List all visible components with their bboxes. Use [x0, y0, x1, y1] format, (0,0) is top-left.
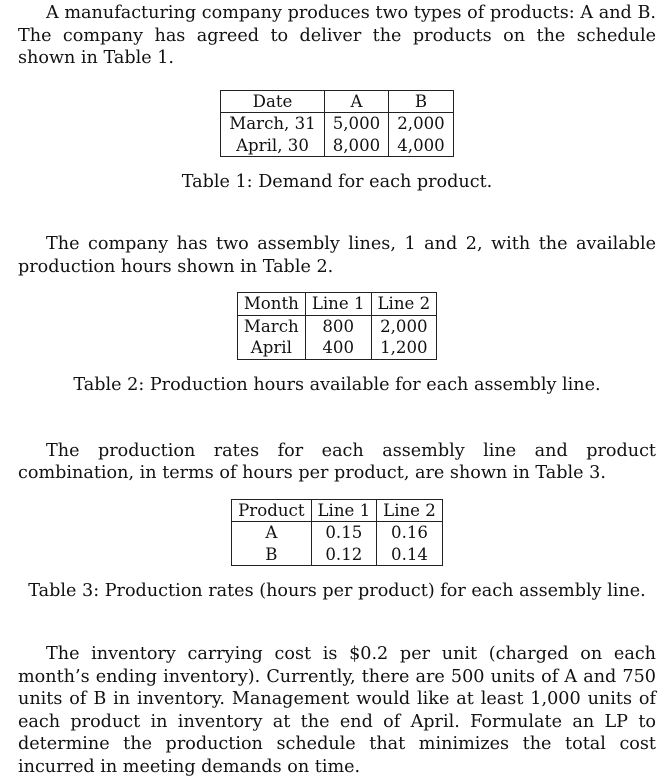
header-cell: Line 1: [305, 293, 371, 316]
header-cell: Line 2: [371, 293, 437, 316]
table-header-row: [221, 90, 454, 113]
table-cell: April, 30: [221, 135, 324, 157]
table-cell: April: [237, 337, 305, 359]
table-caption: Table 2: Production hours available for each assembly line.: [73, 374, 601, 395]
table-caption: Table 1: Demand for each product.: [181, 172, 493, 192]
table-cell: March: [237, 315, 305, 337]
table-caption: Table 3: Production rates (hours per product) for each assembly line.: [28, 581, 646, 601]
header-cell: A: [324, 90, 389, 113]
hours-table-wrapper: [18, 292, 656, 360]
rates-table-wrapper: [18, 499, 656, 567]
table-header-row: [237, 293, 436, 316]
header-cell: Product: [232, 499, 311, 522]
demand-table: [220, 90, 454, 158]
table-row: [221, 113, 454, 135]
table-cell: 400: [305, 337, 371, 359]
table-row: [221, 135, 454, 157]
header-cell: Line 1: [311, 499, 377, 522]
table-cell: 1,200: [371, 337, 437, 359]
table-cell: 0.12: [311, 544, 377, 566]
demand-table-wrapper: [18, 90, 656, 158]
header-cell: Line 2: [377, 499, 443, 522]
table-cell: 0.16: [377, 522, 443, 544]
table-row: [237, 315, 436, 337]
document-page: [18, 2, 656, 778]
production-rates-paragraph: The production rates for each assembly line and product combination, in terms of hours per product, are shown in Table 3.: [18, 440, 656, 483]
table-cell: 5,000: [324, 113, 389, 135]
problem-statement-paragraph: The inventory carrying cost is $0.2 per unit (charged on each month’s ending inventory). Currently, there are 500 units of A and 750 units of B in inventory. Management would like at least 1,000 units of each product in inventory at the end of April. Formulate an LP to determine the production schedule that minimizes the total cost incurred in meeting demands on time.: [18, 644, 656, 777]
header-cell: Month: [237, 293, 305, 316]
table-cell: 0.14: [377, 544, 443, 566]
table-cell: A: [232, 522, 311, 544]
table-header-row: [232, 499, 443, 522]
header-cell: B: [389, 90, 454, 113]
table-row: [232, 522, 443, 544]
table-cell: 8,000: [324, 135, 389, 157]
table-cell: March, 31: [221, 113, 324, 135]
table-cell: 2,000: [371, 315, 437, 337]
table-row: [237, 337, 436, 359]
header-cell: Date: [221, 90, 324, 113]
table-cell: 0.15: [311, 522, 377, 544]
production-hours-table: [237, 292, 437, 360]
table-cell: 4,000: [389, 135, 454, 157]
table-cell: 2,000: [389, 113, 454, 135]
production-rates-table: [231, 499, 443, 567]
table-row: [232, 544, 443, 566]
table-cell: B: [232, 544, 311, 566]
intro-paragraph: A manufacturing company produces two types of products: A and B. The company has agreed to deliver the products on the schedule shown in Table 1.: [18, 3, 656, 68]
assembly-lines-paragraph: The company has two assembly lines, 1 and 2, with the available production hours shown in Table 2.: [18, 234, 656, 277]
table-cell: 800: [305, 315, 371, 337]
